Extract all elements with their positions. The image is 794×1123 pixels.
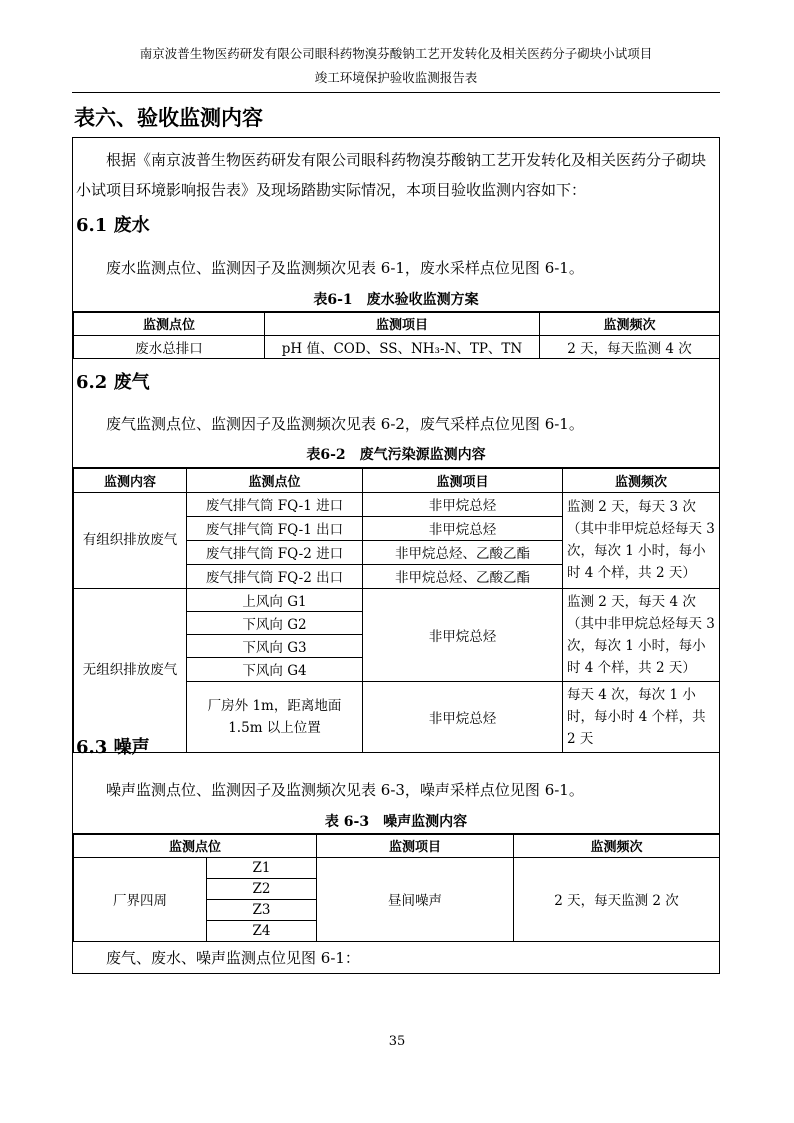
table-cell: 非甲烷总烃、乙酸乙酯 [363, 540, 563, 564]
table-cell: 每天 4 次，每次 1 小时，每小时 4 个样，共 2 天 [563, 681, 720, 752]
table-header-cell: 监测频次 [563, 468, 720, 492]
table-cell: 下风向 G4 [187, 658, 363, 681]
heading-noise: 6.3 噪声 [76, 737, 150, 758]
table-cell: 废气排气筒 FQ-1 出口 [187, 516, 363, 540]
table-header-cell: 监测项目 [265, 312, 540, 335]
table-cell: 监测 2 天，每天 4 次（其中非甲烷总烃每天 3 次，每次 1 小时，每小时 4 个样，共 2 天） [563, 588, 720, 681]
table-header-cell: 监测项目 [317, 834, 514, 857]
table-header-cell: 监测频次 [514, 834, 720, 857]
table-cell: 2 天，每天监测 4 次 [540, 335, 720, 358]
table-cell: 监测 2 天，每天 3 次（其中非甲烷总烃每天 3 次，每次 1 小时，每小时 4 个样，共 2 天） [563, 492, 720, 588]
table-header-cell: 监测点位 [74, 834, 317, 857]
table-row [74, 588, 720, 611]
table-cell: Z1 [207, 857, 317, 878]
table-header-cell: 监测点位 [74, 312, 265, 335]
table-6-3-caption: 表 6-3 噪声监测内容 [324, 814, 468, 830]
table-6-2-caption: 表6-2 废气污染源监测内容 [306, 447, 486, 463]
table-cell: 非甲烷总烃 [363, 681, 563, 752]
table-6-1-header-row [74, 312, 720, 335]
table-6-2-header-row [74, 468, 720, 492]
table-cell: 非甲烷总烃 [363, 516, 563, 540]
table-cell: 厂界四周 [74, 857, 207, 941]
table-cell: 下风向 G2 [187, 611, 363, 634]
table-row [74, 335, 720, 358]
intro-paragraph: 根据《南京波普生物医药研发有限公司眼科药物溴芬酸钠工艺开发转化及相关医药分子砌块小试项目环境影响报告表》及现场踏勘实际情况，本项目验收监测内容如下： [76, 151, 707, 199]
page-number: 35 [388, 1034, 406, 1049]
table-row [74, 492, 720, 516]
table-header-cell: 监测点位 [187, 468, 363, 492]
table-cell: 废气排气筒 FQ-2 出口 [187, 564, 363, 588]
table-cell: 有组织排放废气 [74, 492, 187, 588]
section-title: 表六、验收监测内容 [74, 105, 263, 130]
table-6-3-header-row [74, 834, 720, 857]
table-cell: 废气排气筒 FQ-1 进口 [187, 492, 363, 516]
table-cell: 非甲烷总烃 [363, 588, 563, 681]
header-divider [72, 92, 720, 93]
table-cell: 废气排气筒 FQ-2 进口 [187, 540, 363, 564]
table-header-cell: 监测内容 [74, 468, 187, 492]
table-cell: Z2 [207, 878, 317, 899]
table-cell: 非甲烷总烃 [363, 492, 563, 516]
table-cell: 下风向 G3 [187, 635, 363, 658]
header-line-1: 南京波普生物医药研发有限公司眼科药物溴芬酸钠工艺开发转化及相关医药分子砌块小试项目 [139, 46, 653, 61]
table-6-3 [73, 833, 720, 942]
header-line-2: 竣工环境保护验收监测报告表 [314, 70, 478, 85]
table-cell: 废水总排口 [74, 335, 265, 358]
table-row [74, 857, 720, 878]
waste-gas-text: 废气监测点位、监测因子及监测频次见表 6-2，废气采样点位见图 6-1。 [106, 415, 584, 433]
table-cell: 非甲烷总烃、乙酸乙酯 [363, 564, 563, 588]
heading-wastewater: 6.1 废水 [76, 215, 150, 236]
table-header-cell: 监测项目 [363, 468, 563, 492]
table-header-cell: 监测频次 [540, 312, 720, 335]
closing-text: 废气、废水、噪声监测点位见图 6-1： [106, 949, 360, 967]
table-cell: 昼间噪声 [317, 857, 514, 941]
heading-waste-gas: 6.2 废气 [76, 372, 150, 393]
noise-text: 噪声监测点位、监测因子及监测频次见表 6-3，噪声采样点位见图 6-1。 [106, 781, 584, 799]
table-cell: 2 天，每天监测 2 次 [514, 857, 720, 941]
table-6-1-caption: 表6-1 废水验收监测方案 [313, 292, 479, 308]
wastewater-text: 废水监测点位、监测因子及监测频次见表 6-1，废水采样点位见图 6-1。 [106, 259, 584, 277]
table-cell: 上风向 G1 [187, 588, 363, 611]
table-cell: Z4 [207, 920, 317, 941]
table-cell: 厂房外 1m，距离地面 1.5m 以上位置 [187, 681, 363, 752]
table-cell: 无组织排放废气 [74, 588, 187, 752]
table-6-1 [73, 311, 720, 359]
table-cell: pH 值、COD、SS、NH₃-N、TP、TN [265, 335, 540, 358]
page-header [72, 42, 720, 90]
table-cell: Z3 [207, 899, 317, 920]
table-6-2 [73, 467, 720, 753]
